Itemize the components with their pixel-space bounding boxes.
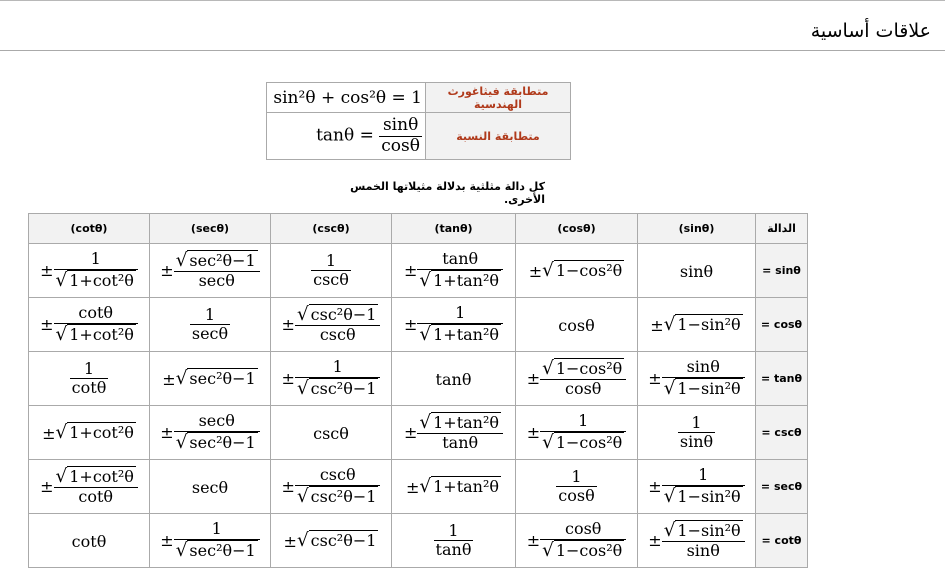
row-label: = cosθ [756, 298, 808, 352]
cell-in-terms-of-csc: cscθ [271, 406, 392, 460]
row-label: = tanθ [756, 352, 808, 406]
cell-in-terms-of-cot: ±√ 1+cot²θ [29, 406, 150, 460]
identity-formula: sin²θ + cos²θ = 1 [267, 83, 426, 113]
cell-in-terms-of-sin: ± $\frac{\sin\theta}{\text{√ 1−sin²θ}}$ [638, 352, 756, 406]
row-label: = cotθ [756, 514, 808, 568]
cell-in-terms-of-cos: ±√ 1−cos²θ [516, 244, 638, 298]
row-label: = secθ [756, 460, 808, 514]
cell-in-terms-of-cos: $\frac{1}{\cos\theta}$ [516, 460, 638, 514]
cell-in-terms-of-cot: ± $\frac{1}{\text{√ 1+cot²θ}}$ [29, 244, 150, 298]
cell-in-terms-of-csc: ± √ csc²θ−1 cscθ [271, 298, 392, 352]
table-row [29, 406, 808, 460]
cell-in-terms-of-csc: 1 cscθ [271, 244, 392, 298]
cell-in-terms-of-sec: ± √ sec²θ−1 secθ [150, 244, 271, 298]
column-header-cot: (cotθ) [29, 214, 150, 244]
column-header-sec: (secθ) [150, 214, 271, 244]
row-label: = cscθ [756, 406, 808, 460]
identity-formula: tanθ = $\frac{\sin\theta}{\cos\theta}$ [267, 113, 426, 160]
section-heading: علاقات أساسية [810, 20, 931, 42]
conversion-table [28, 213, 808, 568]
cell-in-terms-of-cot: $\frac{1}{\cot\theta}$ [29, 352, 150, 406]
table-caption: كل دالة مثلثية بدلالة مثيلاتها الخمس الأخرى. [350, 180, 545, 206]
cell-in-terms-of-tan: $\frac{1}{\tan\theta}$ [392, 514, 516, 568]
basic-identities-table [266, 82, 571, 160]
heading-divider [0, 50, 945, 51]
header-row [29, 214, 808, 244]
cell-in-terms-of-sec: ± secθ √ sec²θ−1 [150, 406, 271, 460]
cell-in-terms-of-cos: ± $\frac{\text{√ 1−cos²θ}}{\cos\theta}$ [516, 352, 638, 406]
cell-in-terms-of-csc: ±√ csc²θ−1 [271, 514, 392, 568]
identity-row [267, 83, 571, 113]
cell-in-terms-of-cot: cotθ [29, 514, 150, 568]
cell-in-terms-of-cot: ± $\frac{\text{√ 1+cot²θ}}{\cot\theta}$ [29, 460, 150, 514]
cell-in-terms-of-cos: ± $\frac{\cos\theta}{\text{√ 1−cos²θ}}$ [516, 514, 638, 568]
row-label: = sinθ [756, 244, 808, 298]
identity-row [267, 113, 571, 160]
cell-in-terms-of-csc: ± cscθ √ csc²θ−1 [271, 460, 392, 514]
cell-in-terms-of-sec: ±√ sec²θ−1 [150, 352, 271, 406]
column-header-function: الدالة [756, 214, 808, 244]
cell-in-terms-of-sin: sinθ [638, 244, 756, 298]
cell-in-terms-of-sin: ±√ 1−sin²θ [638, 298, 756, 352]
identity-label: متطابقة النسبة [426, 113, 571, 160]
table-row [29, 460, 808, 514]
cell-in-terms-of-cos: cosθ [516, 298, 638, 352]
cell-in-terms-of-sec: 1 secθ [150, 298, 271, 352]
cell-in-terms-of-sin: ± $\frac{1}{\text{√ 1−sin²θ}}$ [638, 460, 756, 514]
cell-in-terms-of-cos: ± $\frac{1}{\text{√ 1−cos²θ}}$ [516, 406, 638, 460]
cell-in-terms-of-tan: ± $\frac{\text{√ 1+tan²θ}}{\tan\theta}$ [392, 406, 516, 460]
column-header-sin: (sinθ) [638, 214, 756, 244]
column-header-cos: (cosθ) [516, 214, 638, 244]
table-row [29, 244, 808, 298]
cell-in-terms-of-tan: ±√ 1+tan²θ [392, 460, 516, 514]
table-row [29, 298, 808, 352]
cell-in-terms-of-tan: ± $\frac{\tan\theta}{\text{√ 1+tan²θ}}$ [392, 244, 516, 298]
column-header-csc: (cscθ) [271, 214, 392, 244]
top-divider [0, 0, 945, 1]
table-row [29, 352, 808, 406]
cell-in-terms-of-tan: tanθ [392, 352, 516, 406]
identity-label: متطابقة فيثاغورث الهندسية [426, 83, 571, 113]
column-header-tan: (tanθ) [392, 214, 516, 244]
cell-in-terms-of-cot: ± $\frac{\cot\theta}{\text{√ 1+cot²θ}}$ [29, 298, 150, 352]
cell-in-terms-of-sec: secθ [150, 460, 271, 514]
cell-in-terms-of-tan: ± $\frac{1}{\text{√ 1+tan²θ}}$ [392, 298, 516, 352]
cell-in-terms-of-sin: ± $\frac{\text{√ 1−sin²θ}}{\sin\theta}$ [638, 514, 756, 568]
cell-in-terms-of-sin: $\frac{1}{\sin\theta}$ [638, 406, 756, 460]
cell-in-terms-of-sec: ± 1 √ sec²θ−1 [150, 514, 271, 568]
cell-in-terms-of-csc: ± 1 √ csc²θ−1 [271, 352, 392, 406]
table-row [29, 514, 808, 568]
